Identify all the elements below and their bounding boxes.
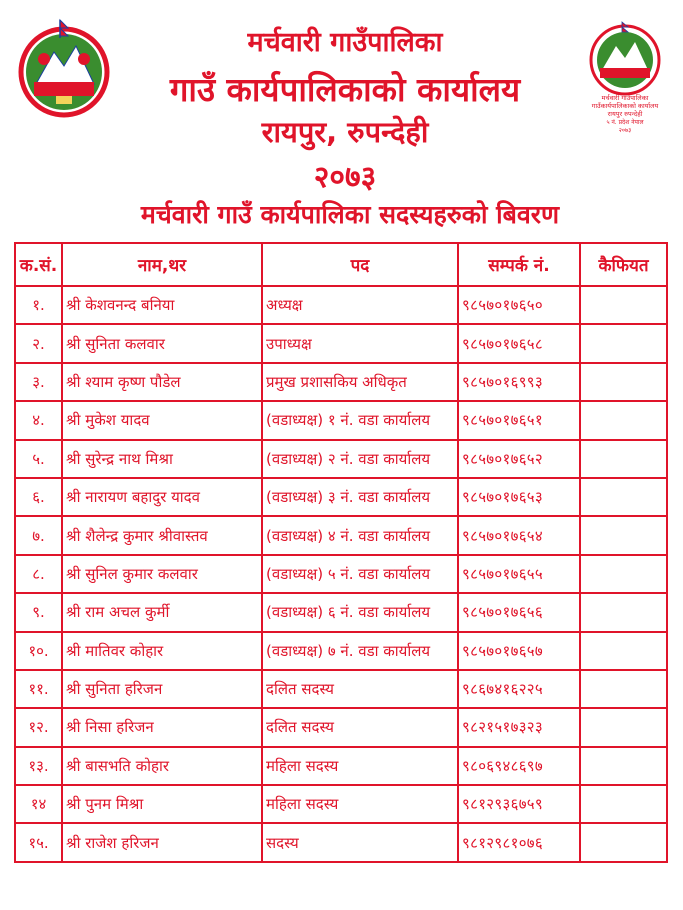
cell-phone: ९८५७०१७६५७ (458, 632, 580, 670)
cell-remarks (580, 670, 667, 708)
table-row (15, 785, 667, 823)
table-row (15, 823, 667, 861)
cell-post: सदस्य (262, 823, 458, 861)
cell-name: श्री राम अचल कुर्मी (62, 593, 262, 631)
table-row (15, 401, 667, 439)
cell-phone: ९८१२९३६७५९ (458, 785, 580, 823)
cell-remarks (580, 401, 667, 439)
cell-name: श्री नारायण बहादुर यादव (62, 478, 262, 516)
cell-phone: ९८५७०१७६५० (458, 286, 580, 324)
year: २०७३ (313, 160, 377, 195)
cell-post: (वडाध्यक्ष) ३ नं. वडा कार्यालय (262, 478, 458, 516)
cell-sn: ८. (15, 555, 62, 593)
column-header-remarks: कैफियत (580, 243, 667, 286)
table-row (15, 708, 667, 746)
table-row (15, 516, 667, 554)
table-row (15, 555, 667, 593)
cell-sn: १३. (15, 747, 62, 785)
cell-sn: १५. (15, 823, 62, 861)
cell-name: श्री केशवनन्द बनिया (62, 286, 262, 324)
table-row (15, 747, 667, 785)
cell-sn: १०. (15, 632, 62, 670)
nepal-emblem-icon (14, 14, 114, 124)
cell-remarks (580, 708, 667, 746)
cell-remarks (580, 823, 667, 861)
column-header-post: पद (262, 243, 458, 286)
cell-remarks (580, 593, 667, 631)
column-header-name: नाम,थर (62, 243, 262, 286)
cell-name: श्री श्याम कृष्ण पौडेल (62, 363, 262, 401)
cell-post: (वडाध्यक्ष) ५ नं. वडा कार्यालय (262, 555, 458, 593)
table-row (15, 363, 667, 401)
table-row (15, 440, 667, 478)
cell-phone: ९८५७०१७६५५ (458, 555, 580, 593)
cell-sn: ६. (15, 478, 62, 516)
cell-phone: ९८५७०१७६५१ (458, 401, 580, 439)
cell-post: महिला सदस्य (262, 785, 458, 823)
cell-name: श्री सुनिता कलवार (62, 324, 262, 362)
cell-post: दलित सदस्य (262, 670, 458, 708)
cell-post: प्रमुख प्रशासकिय अधिकृत (262, 363, 458, 401)
table-row (15, 670, 667, 708)
office-title: गाउँ कार्यपालिकाको कार्यालय (169, 70, 521, 109)
cell-phone: ९८१२९८१०७६ (458, 823, 580, 861)
cell-sn: ५. (15, 440, 62, 478)
cell-remarks (580, 363, 667, 401)
table-header-row (15, 243, 667, 286)
office-location: रायपुर, रुपन्देही (261, 115, 429, 149)
cell-name: श्री मुकेश यादव (62, 401, 262, 439)
seal-text-5: २०७३ (618, 127, 632, 134)
cell-name: श्री सुनिल कुमार कलवार (62, 555, 262, 593)
cell-remarks (580, 747, 667, 785)
cell-phone: ९८५७०१७६५२ (458, 440, 580, 478)
table-row (15, 324, 667, 362)
cell-phone: ९८५७०१७६५८ (458, 324, 580, 362)
cell-name: श्री शैलेन्द्र कुमार श्रीवास्तव (62, 516, 262, 554)
cell-name: श्री सुनिता हरिजन (62, 670, 262, 708)
cell-sn: ९. (15, 593, 62, 631)
cell-remarks (580, 785, 667, 823)
table-row (15, 632, 667, 670)
cell-post: दलित सदस्य (262, 708, 458, 746)
cell-post: महिला सदस्य (262, 747, 458, 785)
cell-phone: ९८५७०१७६५३ (458, 478, 580, 516)
cell-name: श्री बासभति कोहार (62, 747, 262, 785)
table-row (15, 593, 667, 631)
cell-name: श्री निसा हरिजन (62, 708, 262, 746)
cell-phone: ९८६७४१६२२५ (458, 670, 580, 708)
cell-sn: ७. (15, 516, 62, 554)
cell-name: श्री राजेश हरिजन (62, 823, 262, 861)
cell-post: (वडाध्यक्ष) १ नं. वडा कार्यालय (262, 401, 458, 439)
cell-name: श्री मातिवर कोहार (62, 632, 262, 670)
cell-phone: ९८५७०१७६५६ (458, 593, 580, 631)
seal-text-3: रायपुर रुपन्देही (607, 110, 643, 118)
cell-name: श्री सुरेन्द्र नाथ मिश्रा (62, 440, 262, 478)
cell-remarks (580, 555, 667, 593)
cell-sn: ११. (15, 670, 62, 708)
cell-remarks (580, 286, 667, 324)
municipality-name: मर्चवारी गाउँपालिका (247, 27, 443, 58)
document-subtitle: मर्चवारी गाउँ कार्यपालिका सदस्यहरुको बिवरण (140, 200, 560, 229)
cell-remarks (580, 516, 667, 554)
cell-post: (वडाध्यक्ष) ६ नं. वडा कार्यालय (262, 593, 458, 631)
members-table (14, 242, 668, 863)
cell-sn: ३. (15, 363, 62, 401)
table-row (15, 286, 667, 324)
cell-phone: ९८२१५१७३२३ (458, 708, 580, 746)
cell-phone: ९८५७०१६९९३ (458, 363, 580, 401)
cell-post: अध्यक्ष (262, 286, 458, 324)
cell-sn: ४. (15, 401, 62, 439)
cell-sn: १४ (15, 785, 62, 823)
cell-sn: २. (15, 324, 62, 362)
cell-remarks (580, 478, 667, 516)
column-header-sn: क.सं. (15, 243, 62, 286)
cell-phone: ९८०६९४८६९७ (458, 747, 580, 785)
seal-text-1: मर्चवारी गाउँपालिका (601, 94, 649, 102)
table-row (15, 478, 667, 516)
cell-post: (वडाध्यक्ष) ४ नं. वडा कार्यालय (262, 516, 458, 554)
cell-sn: १. (15, 286, 62, 324)
column-header-contact: सम्पर्क नं. (458, 243, 580, 286)
cell-remarks (580, 632, 667, 670)
cell-name: श्री पुनम मिश्रा (62, 785, 262, 823)
cell-post: उपाध्यक्ष (262, 324, 458, 362)
seal-text-4: ५ नं. प्रदेश नेपाल (606, 119, 644, 126)
cell-sn: १२. (15, 708, 62, 746)
seal-text-2: गाउँकार्यपालिकाको कार्यालय (591, 102, 659, 110)
cell-phone: ९८५७०१७६५४ (458, 516, 580, 554)
cell-remarks (580, 324, 667, 362)
cell-post: (वडाध्यक्ष) ७ नं. वडा कार्यालय (262, 632, 458, 670)
cell-post: (वडाध्यक्ष) २ नं. वडा कार्यालय (262, 440, 458, 478)
municipality-seal-icon (580, 18, 670, 138)
cell-remarks (580, 440, 667, 478)
